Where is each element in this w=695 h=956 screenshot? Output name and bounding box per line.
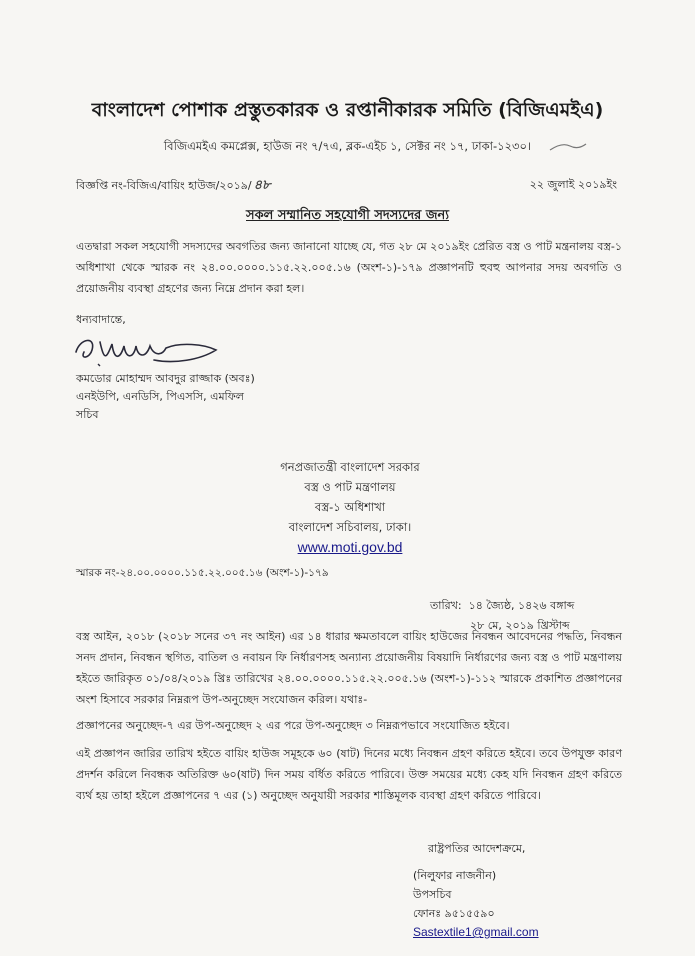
subject-line: সকল সম্মানিত সহযোগী সদস্যদের জন্য bbox=[246, 208, 449, 223]
memo-date-gregorian: ২৮ মে, ২০১৯ খ্রিস্টাব্দ bbox=[470, 619, 570, 632]
ministry-website-link[interactable]: www.moti.gov.bd bbox=[297, 539, 403, 555]
signer-name: কমডোর মোহাম্মদ আবদুর রাজ্জাক (অবঃ) bbox=[76, 372, 255, 385]
government-header bbox=[200, 457, 500, 557]
circular-reference-number bbox=[76, 176, 271, 197]
officer-name: (নিলুফার নাজনীন) bbox=[413, 869, 497, 882]
body-paragraph-3: এই প্রজ্ঞাপন জারির তারিখ হইতে বায়িং হাউজ সমূহকে ৬০ (ষাট) দিনের মধ্যে নিবন্ধন গ্রহণ করিতে হইবে। তবে উপযুক্ত কারণ প্রদর্শন করিলে নিবন্ধক অতিরিক্ত ৬০(ষাট) দিন সময় বর্ধিত করিতে পারিবে। উক্ত সময়ের মধ্যে কেহ যদি নিবন্ধন গ্রহণ করিতে ব্যর্থ হয় তাহা হইলে প্রজ্ঞাপনের ৭ এর (১) অনুচ্ছেদ অনুযায়ী সরকার শাস্তিমূলক ব্যবস্থা গ্রহণ করিতে পারিবে। bbox=[76, 747, 622, 802]
officer-designation: উপসচিব bbox=[413, 888, 452, 901]
handwritten-reference-number: ৪৮ bbox=[253, 178, 271, 193]
officer-block bbox=[413, 866, 539, 942]
signer-titles: এনইউপি, এনডিসি, পিএসসি, এমফিল bbox=[76, 390, 244, 403]
closing-salutation: ধন্যবাদান্তে, bbox=[76, 313, 126, 326]
memo-date-label: তারিখ: bbox=[430, 599, 462, 612]
reference-number-text: বিজ্ঞপ্তি নং-বিজিএ/বায়িং হাউজ/২০১৯/ bbox=[76, 179, 252, 192]
government-name: গনপ্রজাতন্ত্রী বাংলাদেশ সরকার bbox=[280, 460, 420, 474]
division-name: বস্ত্র-১ অধিশাখা bbox=[314, 500, 386, 514]
signer-designation: সচিব bbox=[76, 408, 99, 421]
officer-email-link[interactable]: Sastextile1@gmail.com bbox=[413, 925, 539, 939]
body-paragraph-2: প্রজ্ঞাপনের অনুচ্ছেদ-৭ এর উপ-অনুচ্ছেদ ২ এর পরে উপ-অনুচ্ছেদ ৩ নিম্নরূপভাবে সংযোজিত হইবে। bbox=[76, 719, 510, 732]
presidential-order-line: রাষ্ট্রপতির আদেশক্রমে, bbox=[428, 842, 526, 855]
officer-phone: ফোনঃ ৯৫১৫৫৯০ bbox=[413, 907, 495, 920]
memo-date-bangla: ১৪ জ্যৈষ্ঠ, ১৪২৬ বঙ্গাব্দ bbox=[468, 599, 575, 612]
intro-paragraph: এতদ্বারা সকল সহযোগী সদস্যদের অবগতির জন্য জানানো যাচ্ছে যে, গত ২৮ মে ২০১৯ইং প্রেরিত বস্ত্র ও পাট মন্ত্রনালয় বস্ত্র-১ অধিশাখা থেকে স্মারক নং ২৪.০০.০০০০.১১৫.২২.০০৫.১৬ (অংশ-১)-১৭৯ প্রজ্ঞাপনটি হুবহু আপনার সদয় অবগতি ও প্রয়োজনীয় ব্যবস্থা গ্রহণের জন্য নিম্নে প্রদান করা হল। bbox=[76, 240, 622, 295]
memo-number: স্মারক নং-২৪.০০.০০০০.১১৫.২২.০০৫.১৬ (অংশ-১)-১৭৯ bbox=[76, 567, 329, 579]
signer-block bbox=[76, 370, 255, 424]
circular-date: ২২ জুলাই ২০১৯ইং bbox=[529, 178, 617, 191]
body-paragraph-1: বস্ত্র আইন, ২০১৮ (২০১৮ সনের ৩৭ নং আইন) এর ১৪ ধারার ক্ষমতাবলে বায়িং হাউজের নিবন্ধন আবেদনের পদ্ধতি, নিবন্ধন সনদ প্রদান, নিবন্ধন স্থগিত, বাতিল ও নবায়ন ফি নির্ধারণসহ অন্যান্য প্রয়োজনীয় বিষয়াদি নির্ধারণের জন্য বস্ত্র ও পাট মন্ত্রণালয় হইতে জারিকৃত ০১/০৪/২০১৯ খ্রিঃ তারিখের ২৪.০০.০০০০.১১৫.২২.০০৫.১৬ (অংশ-১)-১১২ স্মারকে প্রকাশিত প্রজ্ঞাপনের অংশ হিসাবে সরকার নিম্নরূপ উপ-অনুচ্ছেদ সংযোজন করিল। যথাঃ- bbox=[76, 630, 622, 706]
organization-address: বিজিএমইএ কমপ্লেক্স, হাউজ নং ৭/৭এ, ব্লক-এইচ ১, সেক্টর নং ১৭, ঢাকা-১২৩০। bbox=[163, 139, 532, 153]
signature-icon bbox=[70, 330, 220, 372]
secretariat-location: বাংলাদেশ সচিবালয়, ঢাকা। bbox=[288, 520, 412, 534]
ministry-name: বস্ত্র ও পাট মন্ত্রণালয় bbox=[304, 480, 396, 494]
organization-title: বাংলাদেশ পোশাক প্রস্তুতকারক ও রপ্তানীকারক সমিতি (বিজিএমইএ) bbox=[91, 99, 604, 121]
pen-mark-icon bbox=[548, 140, 588, 154]
